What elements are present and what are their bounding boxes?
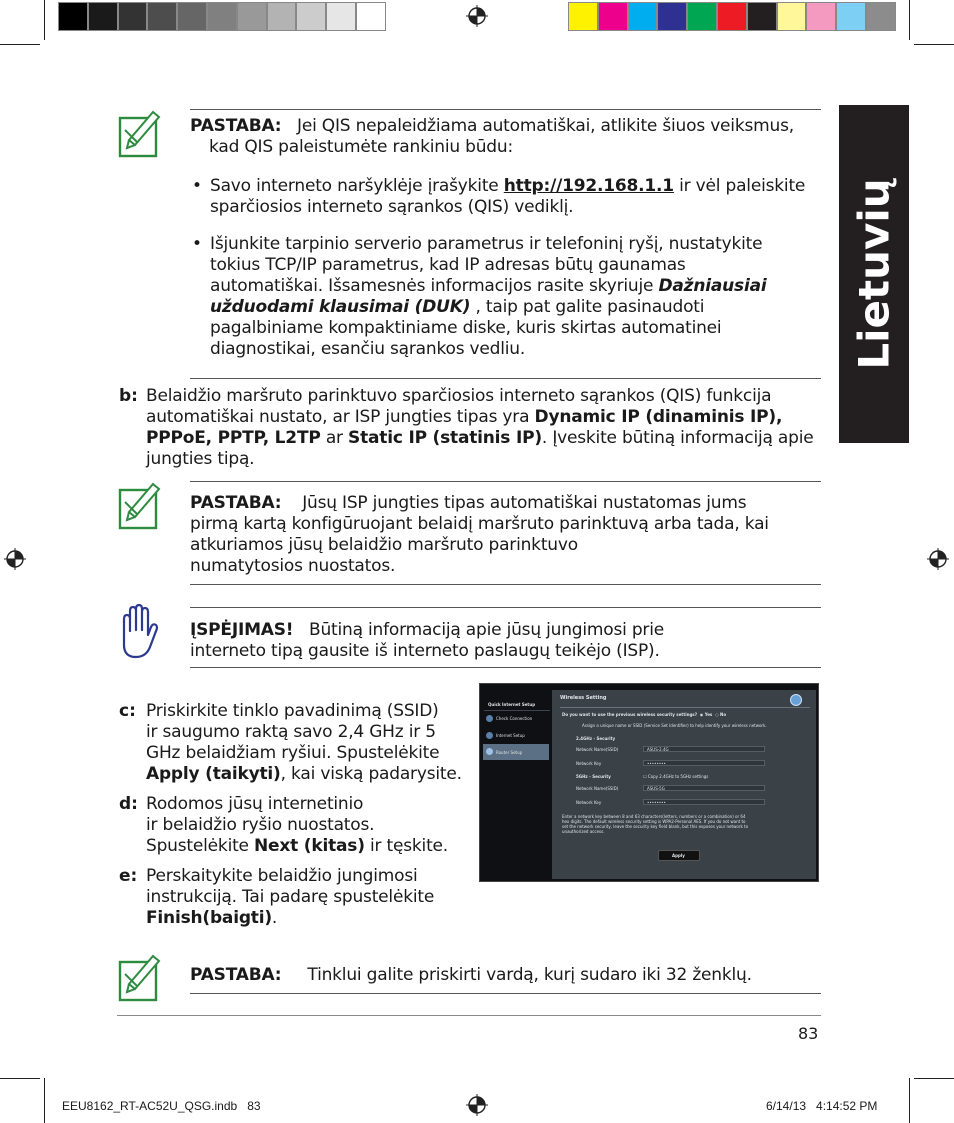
- calibration-swatch: [356, 2, 386, 31]
- note-pencil-icon: [117, 108, 162, 158]
- step-c-text: Priskirkite tinklo pavadinimą (SSID) ir saugumo raktą savo 2,4 GHz ir 5 GHz belaidžiam ryšiui. Spustelėkite Apply (taikyti), kai viską padarysite.: [146, 701, 462, 784]
- calibration-swatch: [598, 2, 628, 31]
- note-pencil-icon: [117, 480, 162, 530]
- qis-menu-item[interactable]: Check Connection: [496, 716, 533, 721]
- warning: ĮSPĖJIMAS! Būtiną informaciją apie jūsų jungimosi prie interneto tipą gausite iš interneto paslaugų teikėjo (ISP).: [190, 620, 665, 661]
- bullet-item: • Išjunkite tarpinio serverio parametrus ir telefoninį ryšį, nustatykite tokius TCP/IP parametrus, kad IP adresas būtų gaunamas automatiškai. Išsamesnės informacijos rasite skyriuje Dažniausiai užduodami klausimai (DUK) , taip pat galite pasinaudoti pagalbiniame kompaktiniame diske, kuris skirtas automatinei diagnostikai, esančiu sąrankos vedliu.: [192, 234, 767, 359]
- divider: [190, 607, 821, 608]
- calibration-swatch: [568, 2, 598, 31]
- step-label: c:: [119, 701, 136, 721]
- crop-mark: [0, 1078, 40, 1079]
- divider: [190, 109, 821, 110]
- note-label: PASTABA:: [190, 116, 282, 136]
- question-text: Do you want to use the previous wireless security settings? ◉ Yes ○ No: [562, 712, 727, 717]
- calibration-swatch: [657, 2, 687, 31]
- home-icon[interactable]: [790, 694, 802, 706]
- page-number: 83: [798, 1024, 819, 1043]
- copy-settings-checkbox[interactable]: ☐ Copy 2.4GHz to 5GHz settings: [643, 774, 709, 779]
- crop-mark: [914, 1078, 954, 1079]
- calibration-swatch: [88, 2, 118, 31]
- router-url-link[interactable]: http://192.168.1.1: [503, 176, 674, 196]
- step-b-text: Belaidžio maršruto parinktuvo sparčiosios interneto sąrankos (QIS) funkcija automatiškai nustato, ar ISP jungties tipas yra Dynamic IP (dinaminis IP), PPPoE, PPTP, L2TP ar Static IP (statinis IP). Įveskite būtiną informaciją apie jungties tipą.: [146, 386, 814, 469]
- calibration-swatch: [777, 2, 807, 31]
- crop-mark: [914, 44, 954, 45]
- registration-mark-icon: [4, 548, 26, 570]
- divider: [190, 481, 821, 482]
- step-label: d:: [119, 794, 138, 814]
- calibration-swatch: [147, 2, 177, 31]
- router-wireless-setting-screenshot: [479, 683, 819, 882]
- calibration-swatch: [296, 2, 326, 31]
- apply-button[interactable]: Apply: [658, 850, 700, 861]
- calibration-swatch: [717, 2, 747, 31]
- panel-title: Wireless Setting: [560, 695, 607, 701]
- note-2: PASTABA: Jūsų ISP jungties tipas automatiškai nustatomas jums pirmą kartą konfigūruojant belaidį maršruto parinktuvą arba tada, kai atkuriamos jūsų belaidžio maršruto parinktuvo numatytosios nuostatos.: [190, 493, 769, 576]
- calibration-swatch: [177, 2, 207, 31]
- divider: [190, 667, 821, 668]
- calibration-swatch: [866, 2, 896, 31]
- crop-mark: [909, 1078, 910, 1123]
- crop-mark: [0, 44, 40, 45]
- warning-hand-icon: [116, 603, 160, 661]
- bullet-icon: •: [192, 234, 202, 254]
- crop-mark: [44, 1078, 45, 1123]
- calibration-swatch: [687, 2, 717, 31]
- calibration-swatch: [628, 2, 658, 31]
- language-tab: [839, 105, 909, 443]
- note-3: PASTABA: Tinklui galite priskirti vardą, kurį sudaro iki 32 ženklų.: [190, 965, 752, 985]
- divider: [190, 378, 821, 379]
- step-e-text: Perskaitykite belaidžio jungimosi instrukciją. Tai padarę spustelėkite Finish(baigti).: [146, 866, 435, 928]
- calibration-swatch: [267, 2, 297, 31]
- divider: [117, 1015, 821, 1016]
- note-text: Jei QIS nepaleidžiama automatiškai, atlikite šiuos veiksmus,: [297, 116, 794, 136]
- registration-mark-icon: [927, 548, 949, 570]
- step-label: e:: [119, 866, 138, 886]
- qis-menu-title: Quick Internet Setup: [488, 702, 536, 707]
- note-1: [190, 116, 830, 158]
- calibration-swatch: [58, 2, 88, 31]
- crop-mark: [44, 0, 45, 40]
- calibration-swatch: [836, 2, 866, 31]
- divider: [190, 993, 821, 994]
- divider: [190, 584, 821, 585]
- crop-mark: [909, 0, 910, 40]
- wireless-setting-panel: Wireless Setting Do you want to use the previous wireless security settings? ◉ Yes ○ No Assign a unique name or SSID (Service Set Identifier) to help identify your wireless network. 2.4GHz - Security Network Name(SSID) ASUS-2.4G Network Key •••••••• 5GHz - Security ☐ Copy 2.4GHz to 5GHz settings Network Name(SSID) ASUS-5G Network Key •••••••• Enter a network key between 8 and 63 characters(letters, numbers or a combination) or 64 hex digits. The default wireless security setting is WPA2-Personal AES. If you do not want to set the network security, leave the security key field blank, but this exposes your network to unauthorized access. Apply: [552, 690, 816, 879]
- calibration-swatch: [207, 2, 237, 31]
- bullet-item: • Savo interneto naršyklėje įrašykite http://192.168.1.1 ir vėl paleiskite sparčiosios interneto sąrankos (QIS) vediklį.: [192, 176, 806, 217]
- registration-mark-icon: [466, 1094, 488, 1116]
- step-d-text: Rodomos jūsų internetinio ir belaidžio ryšio nuostatos. Spustelėkite Next (kitas) ir tęskite.: [146, 794, 449, 856]
- calibration-swatch: [118, 2, 148, 31]
- key-5-input[interactable]: ••••••••: [643, 799, 765, 805]
- footer-date: 6/14/13 4:14:52 PM: [766, 1099, 878, 1113]
- footer-file: EEU8162_RT-AC52U_QSG.indb 83: [62, 1099, 261, 1113]
- key-24-input[interactable]: ••••••••: [643, 760, 765, 766]
- note-text: kad QIS paleistumėte rankiniu būdu:: [209, 137, 513, 157]
- registration-mark-icon: [466, 5, 488, 27]
- bullet-icon: •: [192, 176, 202, 196]
- calibration-swatch: [237, 2, 267, 31]
- calibration-swatch: [326, 2, 356, 31]
- language-tab-label: Lietuvių: [849, 178, 899, 370]
- note-pencil-icon: [117, 952, 162, 1002]
- calibration-swatch: [747, 2, 777, 31]
- qis-menu-item-active[interactable]: Router Setup: [496, 750, 523, 755]
- qis-menu-item[interactable]: Internet Setup: [496, 733, 525, 738]
- ssid-24-input[interactable]: ASUS-2.4G: [643, 746, 765, 752]
- calibration-swatch: [806, 2, 836, 31]
- ssid-5-input[interactable]: ASUS-5G: [643, 785, 765, 791]
- step-label: b:: [119, 386, 138, 406]
- faq-reference: Dažniausiai: [658, 276, 767, 296]
- faq-reference: užduodami klausimai (DUK): [210, 297, 471, 317]
